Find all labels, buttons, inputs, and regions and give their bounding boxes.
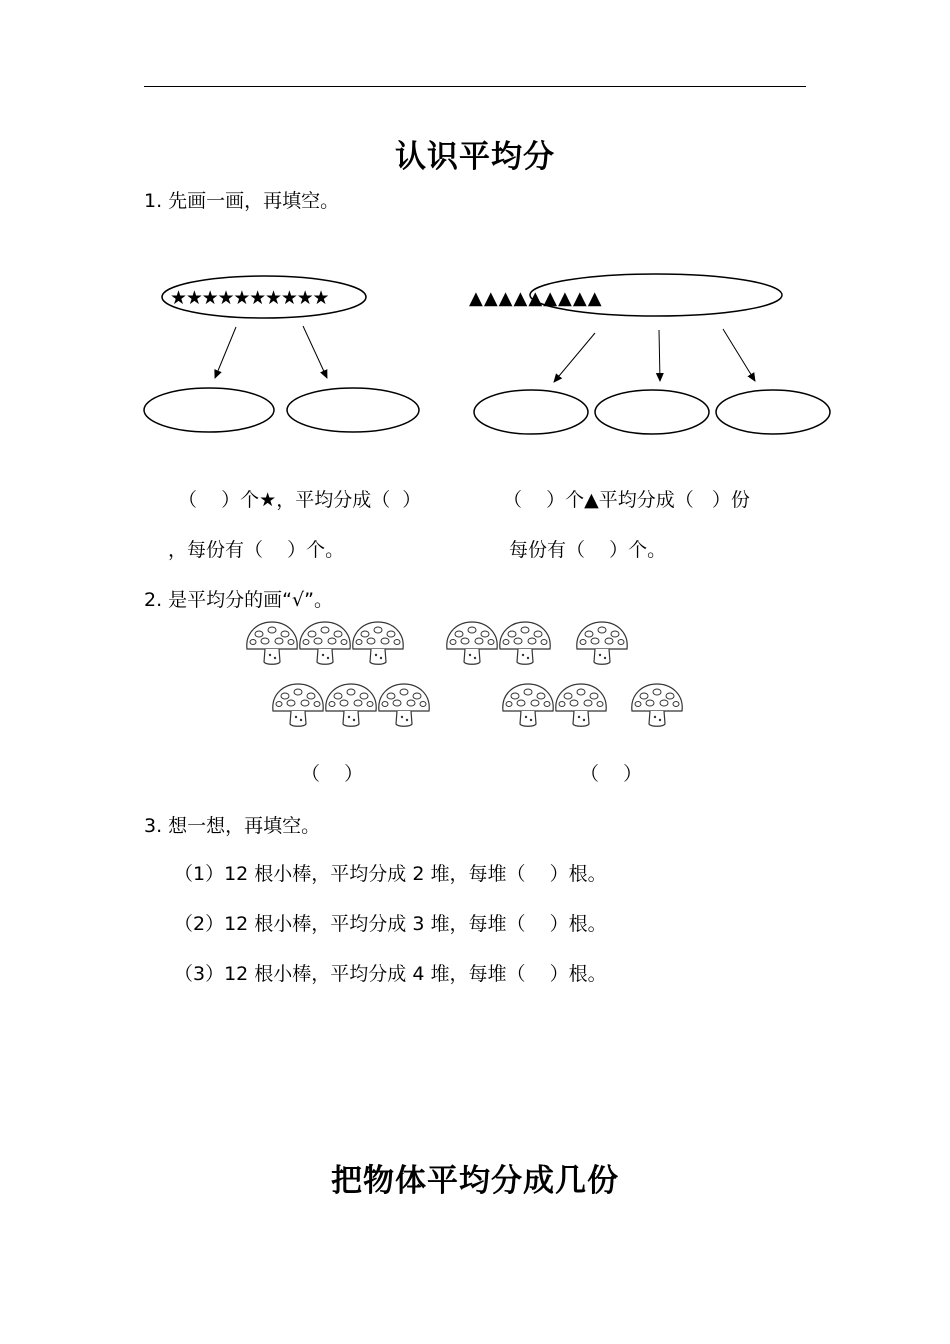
mushroom-icon [326,684,376,726]
question-3-heading: 3. 想一想，再填空。 [144,815,321,837]
q1-left-line-1: （ ）个★，平均分成（ ） [178,489,422,511]
mushroom-icon [632,684,682,726]
mushroom-icon [273,684,323,726]
triangle-row: ▲▲▲▲▲▲▲▲▲ [469,288,603,309]
q1-left-line-2: ，每份有（ ）个。 [168,539,345,561]
q3-item-1: （1）12 根小棒，平均分成 2 堆，每堆（ ）根。 [174,863,607,885]
mushroom-icon [247,622,297,664]
section-title-2: 把物体平均分成几份 [331,1163,619,1199]
q3-item-3: （3）12 根小棒，平均分成 4 堆，每堆（ ）根。 [174,963,607,985]
mushroom-icon [300,622,350,664]
q3-item-2: （2）12 根小棒，平均分成 3 堆，每堆（ ）根。 [174,913,607,935]
star-row: ★★★★★★★★★★ [170,287,329,309]
q2-answer-left: （ ） [301,763,364,785]
mushroom-icon [353,622,403,664]
q2-answer-right: （ ） [580,763,643,785]
mushroom-icon [500,622,550,664]
q1-right-line-1: （ ）个▲平均分成（ ）份 [503,489,750,511]
mushroom-icon [577,622,627,664]
mushroom-icon [503,684,553,726]
q1-right-line-2: 每份有（ ）个。 [509,539,667,561]
mushroom-icon [556,684,606,726]
mushroom-icon [447,622,497,664]
question-2-heading: 2. 是平均分的画“√”。 [144,589,333,611]
section-title-1: 认识平均分 [395,139,555,175]
mushroom-icon [379,684,429,726]
question-1-heading: 1. 先画一画，再填空。 [144,190,340,212]
